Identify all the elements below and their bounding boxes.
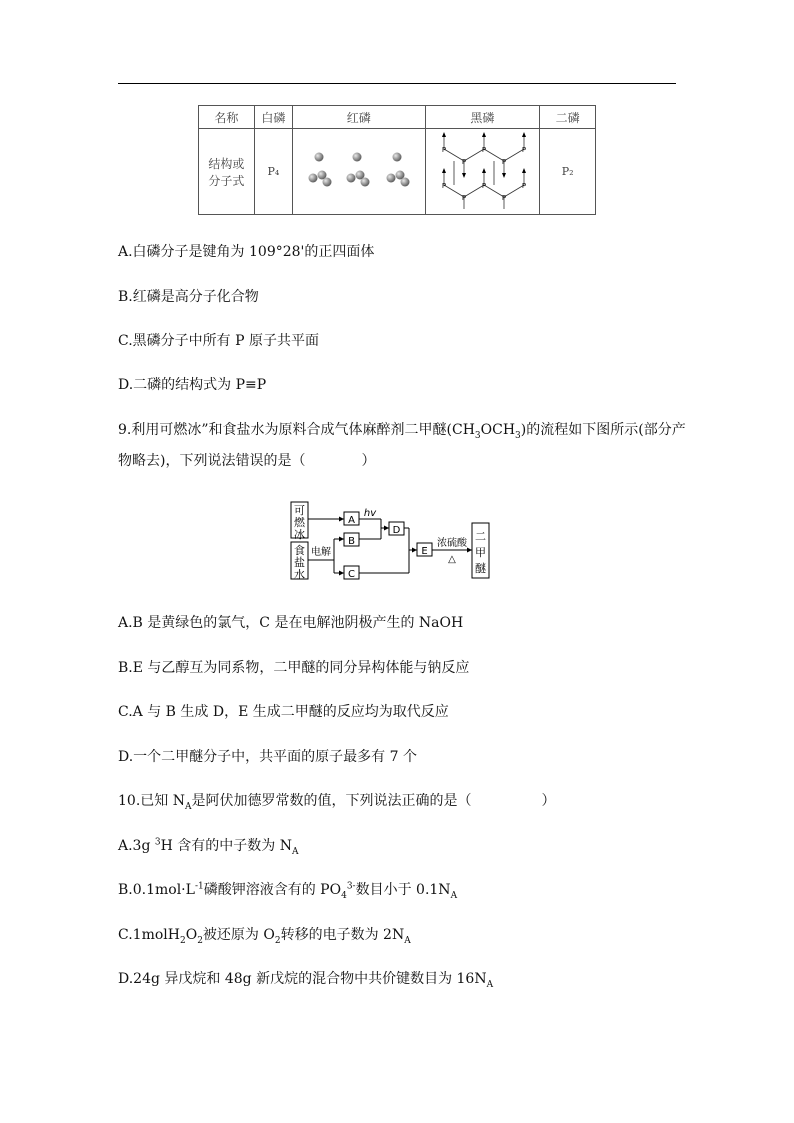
q9-option-b: B.E 与乙醇互为同系物，二甲醚的同分异构体能与钠反应 [118,660,470,676]
header-black-phosphorus: 黑磷 [425,106,540,129]
wedge-bond [482,168,486,173]
q10-option-c: $C.1molH_2O_2$被还原为 $O_2$转移的电子数为 $2N_A$ [118,927,411,946]
table-header-row [199,106,596,129]
product-char2: 甲 [475,546,486,559]
dimethyl-ether-flowchart [285,500,510,585]
header-rule [118,83,676,84]
wedge-bond [522,132,526,137]
q9-stem-line2: 物略去)，下列说法错误的是（ ） [118,453,376,469]
phosphorus-atom-label: P [462,158,467,166]
label-conc-sulfuric-acid: 浓硫酸 [437,538,467,549]
node-d: D [392,525,401,536]
q9-option-d: D.一个二甲醚分子中，共平面的原子最多有 7 个 [118,749,417,765]
wedge-bond [442,132,446,137]
phosphorus-atom-label: P [522,146,527,154]
node-a: A [348,515,355,526]
phosphorus-atom-label: P [482,182,487,190]
row-label [199,129,255,215]
src1-char1: 可 [294,504,305,517]
label-electrolysis: 电解 [311,547,331,558]
header-name: 名称 [199,106,255,129]
src2-char1: 食 [294,544,305,557]
header-diphosphorus: 二磷 [540,106,596,129]
black-phosphorus-lattice [432,131,532,209]
label-hv: hv [363,508,377,519]
q10-stem: 10.已知 $N_A$是阿伏加德罗常数的值，下列说法正确的是（ ） [118,793,556,812]
wedge-bond [482,132,486,137]
red-phosphorus-molecules [299,148,419,193]
q10-option-d: D.24g 异戊烷和 48g 新戊烷的混合物中共价键数目为 $16N_A$ [118,971,494,990]
black-phosphorus-structure [425,129,540,215]
phosphorus-atom-label: P [502,194,507,202]
wedge-bond [522,168,526,173]
row-label-line2: 分子式 [208,173,245,188]
row-label-line1: 结构或 [208,156,245,171]
wedge-bond [442,168,446,173]
q9-stem-line1: 9.利用可燃冰”和食盐水为原料合成气体麻醉剂二甲醚$(CH_3OCH_3)$的流程如下图所示(部分产 [118,422,686,441]
product-char1: 二 [475,530,486,543]
q10-option-a: A.3g $^3$H 含有的中子数为 $N_A$ [118,837,299,857]
label-heat: △ [448,554,456,565]
red-phosphorus-structure [292,129,425,215]
wedge-bond [462,173,466,178]
phosphorus-atom-label: P [522,182,527,190]
header-white-phosphorus: 白磷 [254,106,292,129]
table-structure-row [199,129,596,215]
phosphorus-table [198,105,596,215]
phosphorus-atom-label: P [502,158,507,166]
q9-option-c: C.A 与 B 生成 D，E 生成二甲醚的反应均为取代反应 [118,704,449,720]
q8-option-b: B.红磷是高分子化合物 [118,289,259,305]
q10-option-b: $B.0.1mol\cdot L^{-1}$磷酸钾溶液含有的 $PO_4^{3-}$数目小于 $0.1N_A$ [118,881,458,901]
header-red-phosphorus: 红磷 [292,106,425,129]
src1-char3: 冰 [294,528,305,541]
src1-char2: 燃 [294,516,305,529]
node-e: E [421,546,428,557]
q9-option-a: A.B 是黄绿色的氯气，C 是在电解池阴极产生的 NaOH [118,615,464,631]
phosphorus-atom-label: P [482,146,487,154]
node-b: B [348,536,355,547]
phosphorus-atom-label: P [442,146,447,154]
q8-option-c: C.黑磷分子中所有 P 原子共平面 [118,333,319,349]
q8-option-d: D.二磷的结构式为 P≡P [118,377,267,393]
src2-char2: 盐 [294,556,305,569]
phosphorus-atom-label: P [442,182,447,190]
diphosphorus-formula: P₂ [540,129,596,215]
src2-char3: 水 [294,568,305,581]
white-phosphorus-formula: P₄ [254,129,292,215]
wedge-bond [502,173,506,178]
phosphorus-atom-label: P [462,194,467,202]
q8-option-a: A.白磷分子是键角为 109°28'的正四面体 [118,244,375,260]
product-char3: 醚 [475,562,486,575]
node-c: C [348,569,355,580]
